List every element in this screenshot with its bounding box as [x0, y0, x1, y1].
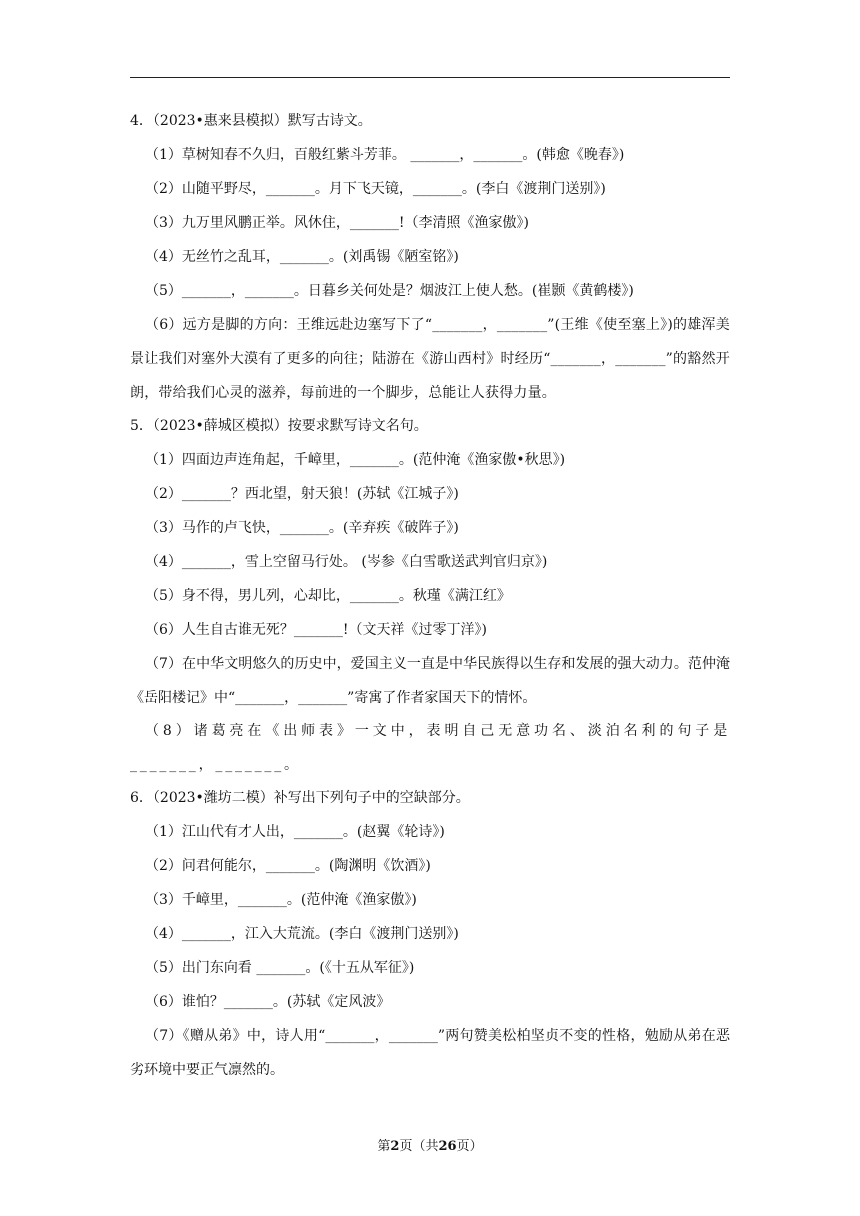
question-6 [130, 787, 730, 1087]
sub-item: （6）人生自古谁无死？_______!（文天祥《过零丁洋》) [145, 622, 487, 638]
sub-item: （6）远方是脚的方向：王维远赴边塞写下了“_______，_______”(王维《使至塞上》)的雄浑美景让我们对塞外大漠有了更多的向往；陆游在《游山西村》时经历“_______，_______”的豁然开朗，带给我们心灵的滋养，每前进的一个脚步，总能让人获得力量。 [130, 317, 730, 401]
sub-item: （5）出门东向看 _______。(《十五从军征》) [145, 960, 415, 976]
sub-item: （8）诸葛亮在《出师表》一文中，表明自己无意功名、淡泊名利的句子是 _______，_______。 [130, 723, 730, 773]
footer-middle: 页（共 [399, 1139, 439, 1154]
sub-item: （4）无丝竹之乱耳，_______。(刘禹锡《陋室铭》) [145, 249, 459, 265]
sub-item: （3）马作的卢飞快，_______。(辛弃疾《破阵子》) [145, 520, 459, 536]
question-list [130, 110, 730, 1092]
sub-item: （2）_______？西北望，射天狼！(苏轼《江城子》) [145, 486, 459, 502]
sub-item: （5）身不得，男儿列，心却比，_______。秋瑾《满江红》 [145, 588, 511, 604]
sub-item: （7）《赠从弟》中，诗人用“_______，_______”两句赞美松柏坚贞不变的性格，勉励从弟在恶劣环境中要正气凛然的。 [130, 1028, 730, 1078]
question-4 [130, 110, 730, 410]
sub-item: （5）_______，_______。日暮乡关何处是？烟波江上使人愁。(崔颢《黄鹤楼》) [145, 283, 634, 299]
sub-item: （6）谁怕？_______。(苏轼《定风波》 [145, 994, 391, 1010]
sub-item: （2）山随平野尽，_______。月下飞天镜，_______。(李白《渡荆门送别》) [145, 181, 606, 197]
header-rule [130, 77, 730, 78]
page-footer [0, 1138, 860, 1156]
question-heading: 4．（2023•惠来县模拟）默写古诗文。 [130, 113, 372, 129]
sub-item: （1）江山代有才人出，_______。(赵翼《轮诗》) [145, 824, 445, 840]
page-number: 2 [390, 1139, 400, 1154]
sub-item: （1）四面边声连角起，千嶂里，_______。(范仲淹《渔家傲•秋思》) [145, 452, 566, 468]
question-heading: 6．（2023•潍坊二模）补写出下列句子中的空缺部分。 [130, 790, 470, 806]
footer-suffix: 页） [456, 1139, 483, 1154]
sub-item: （2）问君何能尔，_______。(陶渊明《饮酒》) [145, 858, 431, 874]
question-5 [130, 415, 730, 782]
sub-item: （3）千嶂里，_______。(范仲淹《渔家傲》) [145, 892, 417, 908]
sub-item: （3）九万里风鹏正举。风休住，_______!（李清照《渔家傲》) [145, 215, 529, 231]
sub-item: （1）草树知春不久归，百般红紫斗芳菲。 _______，_______。(韩愈《晚春》) [145, 147, 625, 163]
sub-item: （4）_______，江入大荒流。(李白《渡荆门送别》) [145, 926, 459, 942]
total-pages: 26 [438, 1139, 457, 1154]
footer-prefix: 第 [377, 1139, 391, 1154]
question-heading: 5．（2023•薛城区模拟）按要求默写诗文名句。 [130, 418, 428, 434]
sub-item: （4）_______，雪上空留马行处。 (岑参《白雪歌送武判官归京》) [145, 554, 548, 570]
sub-item: （7）在中华文明悠久的历史中，爱国主义一直是中华民族得以生存和发展的强大动力。范仲淹《岳阳楼记》中“_______，_______”寄寓了作者家国天下的情怀。 [130, 656, 730, 706]
